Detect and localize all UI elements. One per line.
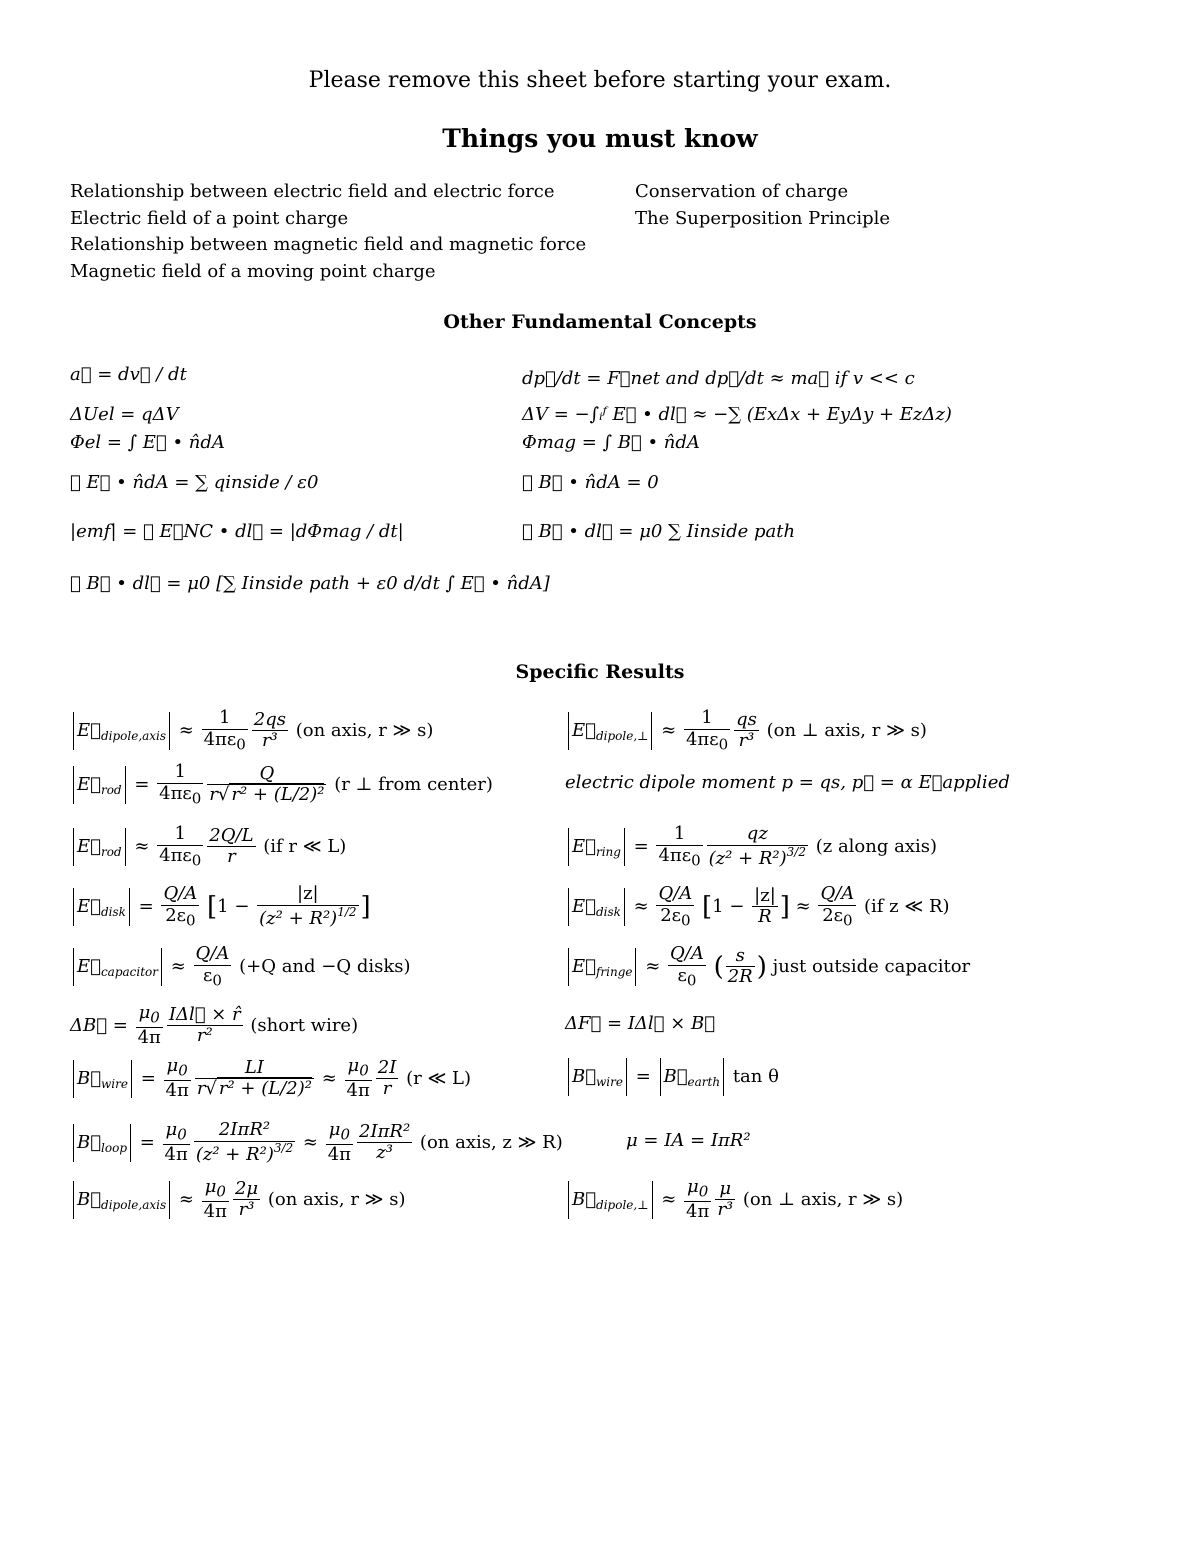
eq-e-dipole-axis: $E⃗_{dipole,axis}$ ≈ $\frac{1}{4\pi\varepsilon_0}$ $\frac{2qs}{\text{r³}}$ (on axis, r ≫ s) [70,708,433,754]
eq-e-disk-exact: $E⃗_{disk}$ = $\frac{Q/A}{2\varepsilon_0}$ [1 − $\frac{|z|}{(z^2 + R^2)^{1/2}}$ ] [70,884,371,930]
eq-dipole-moment: electric dipole moment p = qs, p⃗ = α E⃗applied [565,772,1010,793]
eq-b-loop: $B⃗_{loop}$ = $\frac{\mu_0}{4\pi}$ $\frac{\text{2IπR²}}{(z^2 + R^2)^{3/2}}$ ≈ $\frac{\mu_0}{4\pi}$ $\frac{\text{2IπR²}}{\text{z³}}$ (on axis, z ≫ R) [70,1120,563,1166]
must-know-item: The Superposition Principle [635,207,891,229]
eq-phi-magnetic: Φmag = ∫ B⃗ • n̂dA [522,432,700,453]
eq-e-dipole-perp: $E⃗_{dipole,\perp}$ ≈ $\frac{1}{4\pi\varepsilon_0}$ $\frac{qs}{\text{r³}}$ (on ⊥ axis, r ≫ s) [565,708,927,754]
eq-b-wire: $B⃗_{wire}$ = $\frac{\mu_0}{4\pi}$ $\frac{LI}{\text{r√ r² + (L/2)²}}$ ≈ $\frac{\mu_0}{4\pi}$ $\frac{2I}{r}$ (r ≪ L) [70,1056,471,1102]
eq-momentum: dp⃗/dt = F⃗net and dp⃗/dt ≈ ma⃗ if v << c [522,368,915,389]
must-know-item: Electric field of a point charge [70,207,349,229]
eq-e-disk-approx: $E⃗_{disk}$ ≈ $\frac{Q/A}{2\varepsilon_0}$ [1 − $\frac{|z|}{R}$ ] ≈ $\frac{Q/A}{2\varepsilon_0}$ (if z ≪ R) [565,884,950,930]
eq-e-rod-approx: $E⃗_{rod}$ ≈ $\frac{1}{4\pi\varepsilon_0}$ $\frac{2Q/L}{r}$ (if r ≪ L) [70,824,346,870]
must-know-item: Magnetic field of a moving point charge [70,260,436,282]
eq-phi-electric: Φel = ∫ E⃗ • n̂dA [70,432,225,453]
eq-acceleration: a⃗ = dv⃗ / dt [70,364,187,385]
eq-delta-u: ΔUel = qΔV [70,404,179,425]
must-know-item: Relationship between magnetic field and magnetic force [70,234,587,255]
eq-force-on-wire: ΔF⃗ = IΔl⃗ × B⃗ [565,1013,716,1034]
exam-notice: Please remove this sheet before starting your exam. [308,68,892,93]
eq-gauss-magnetic: ∮ B⃗ • n̂dA = 0 [522,472,659,493]
must-know-right-list [635,179,890,232]
must-know-left-list [70,179,586,285]
eq-ampere-maxwell: ∮ B⃗ • dl⃗ = μ0 [∑ Iinside path + ε0 d/dt ∫ E⃗ • n̂dA] [70,573,550,594]
eq-e-ring: $E⃗_{ring}$ = $\frac{1}{4\pi\varepsilon_0}$ $\frac{qz}{(z^2 + R^2)^{3/2}}$ (z along axis) [565,824,937,870]
eq-e-fringe: $E⃗_{fringe}$ ≈ $\frac{Q/A}{\varepsilon_0}$ ( $\frac{s}{2R}$ ) just outside capacitor [565,944,970,990]
eq-ampere: ∮ B⃗ • dl⃗ = μ0 ∑ Iinside path [522,521,796,542]
must-know-item: Relationship between electric field and electric force [70,181,555,202]
section-heading-fundamental: Other Fundamental Concepts [443,311,757,333]
section-heading-specific: Specific Results [515,661,685,683]
page-title: Things you must know [442,124,758,153]
eq-gauss-electric: ∮ E⃗ • n̂dA = ∑ qinside / ε0 [70,472,319,493]
eq-b-short-wire: ΔB⃗ = $\frac{\mu_0}{4\pi}$ $\frac{\text{IΔl⃗ × r̂}}{\text{r²}}$ (short wire) [70,1002,359,1048]
must-know-item: Conservation of charge [635,181,849,202]
eq-e-rod-exact: $E⃗_{rod}$ = $\frac{1}{4\pi\varepsilon_0}$ $\frac{Q}{\text{r√ r² + (L/2)²}}$ (r ⊥ from center) [70,762,493,808]
eq-magnetic-moment-loop: μ = IA = IπR² [626,1130,751,1151]
eq-b-dipole-perp: $B⃗_{dipole,\perp}$ ≈ $\frac{\mu_0}{4\pi}$ $\frac{\mu}{\text{r³}}$ (on ⊥ axis, r ≫ s) [565,1177,903,1223]
eq-e-capacitor: $E⃗_{capacitor}$ ≈ $\frac{Q/A}{\varepsilon_0}$ (+Q and −Q disks) [70,944,411,990]
eq-faraday: |emf| = ∮ E⃗NC • dl⃗ = |dΦmag / dt| [70,521,404,542]
eq-b-wire-earth: $B⃗_{wire}$ = $B⃗_{earth}$ tan θ [565,1058,779,1096]
eq-delta-v: ΔV = −∫ᵢᶠ E⃗ • dl⃗ ≈ −∑ (ExΔx + EyΔy + EzΔz) [522,404,952,425]
eq-b-dipole-axis: $B⃗_{dipole,axis}$ ≈ $\frac{\mu_0}{4\pi}$ $\frac{2\mu}{\text{r³}}$ (on axis, r ≫ s) [70,1177,406,1223]
